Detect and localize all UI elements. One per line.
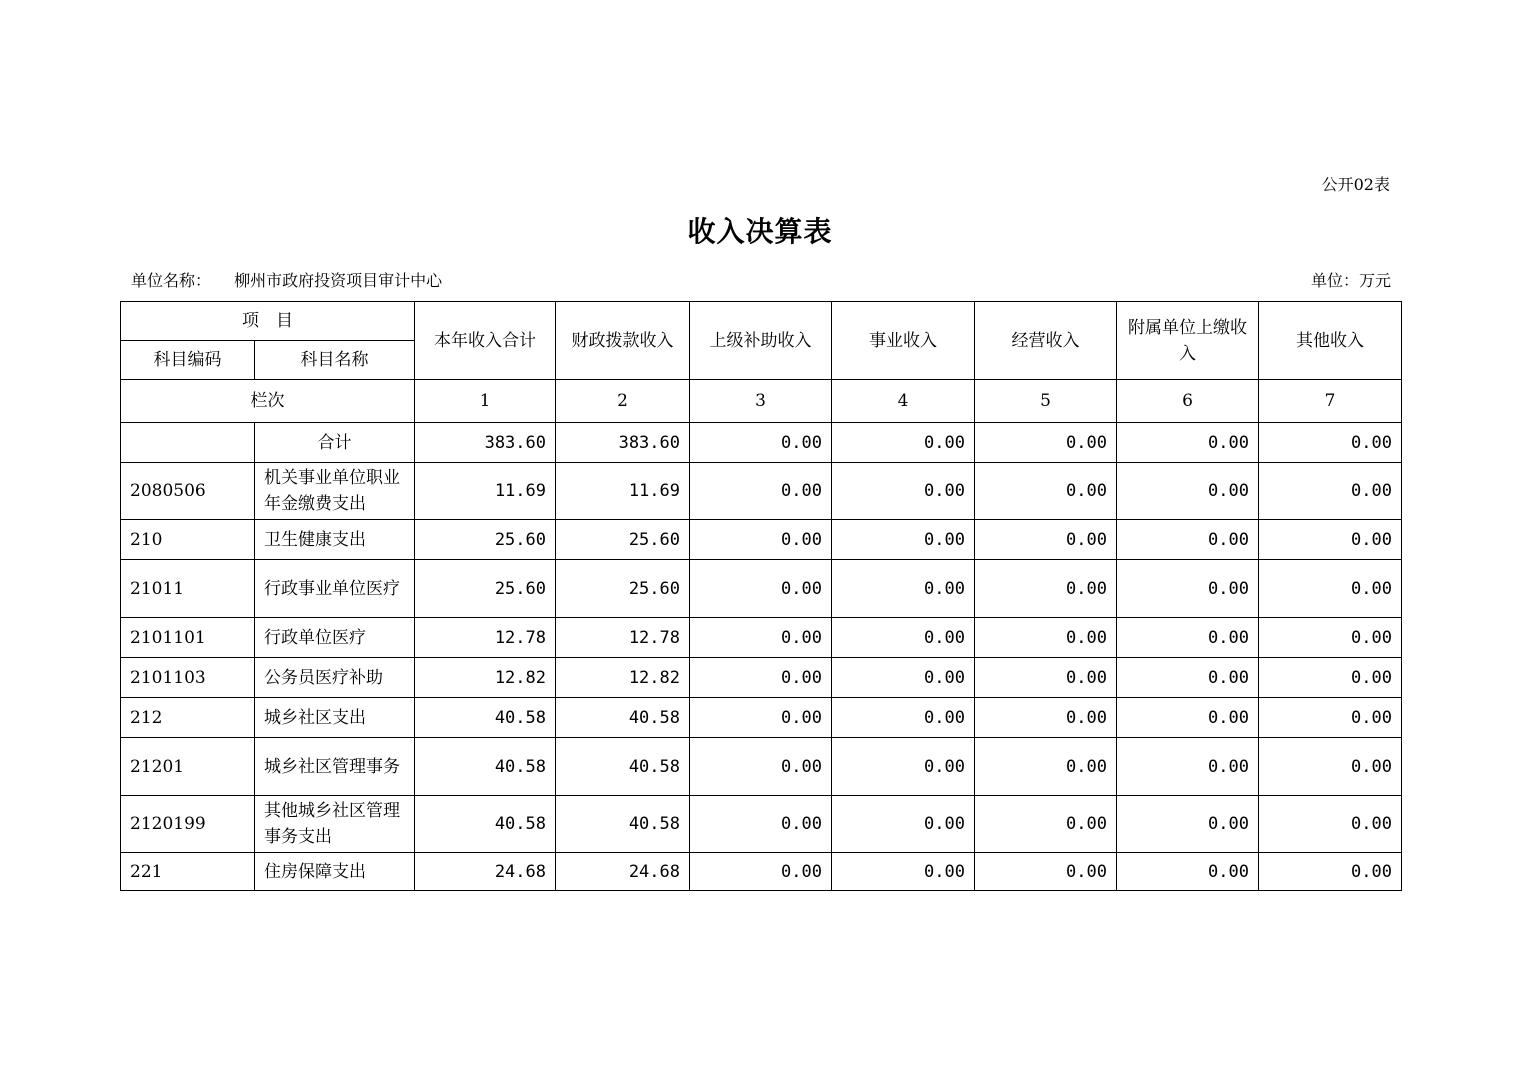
value-cell: 0.00 bbox=[690, 560, 832, 618]
total-label: 合计 bbox=[255, 423, 415, 463]
total-value: 383.60 bbox=[415, 423, 556, 463]
table-row bbox=[121, 698, 1402, 738]
header-col-4: 事业收入 bbox=[832, 302, 975, 380]
subject-name: 公务员医疗补助 bbox=[255, 658, 415, 698]
value-cell: 12.78 bbox=[415, 618, 556, 658]
value-cell: 0.00 bbox=[690, 618, 832, 658]
header-item: 项 目 bbox=[121, 302, 415, 341]
value-cell: 0.00 bbox=[1259, 658, 1402, 698]
value-cell: 0.00 bbox=[975, 520, 1117, 560]
unit-name-label: 单位名称： bbox=[131, 271, 212, 290]
value-cell: 24.68 bbox=[556, 853, 690, 891]
subject-code: 210 bbox=[121, 520, 255, 560]
value-cell: 0.00 bbox=[975, 738, 1117, 796]
value-cell: 0.00 bbox=[832, 560, 975, 618]
subject-code: 21201 bbox=[121, 738, 255, 796]
value-cell: 0.00 bbox=[1259, 738, 1402, 796]
subject-name: 其他城乡社区管理事务支出 bbox=[255, 796, 415, 853]
value-cell: 0.00 bbox=[1117, 738, 1259, 796]
value-cell: 0.00 bbox=[1259, 618, 1402, 658]
subject-name: 行政事业单位医疗 bbox=[255, 560, 415, 618]
table-row bbox=[121, 658, 1402, 698]
column-number: 2 bbox=[556, 380, 690, 423]
value-cell: 0.00 bbox=[1117, 520, 1259, 560]
value-cell: 11.69 bbox=[556, 463, 690, 520]
value-cell: 0.00 bbox=[1117, 853, 1259, 891]
total-value: 383.60 bbox=[556, 423, 690, 463]
header-subject-code: 科目编码 bbox=[121, 341, 255, 380]
subject-name: 城乡社区管理事务 bbox=[255, 738, 415, 796]
value-cell: 25.60 bbox=[556, 560, 690, 618]
value-cell: 0.00 bbox=[975, 853, 1117, 891]
value-cell: 0.00 bbox=[1117, 560, 1259, 618]
value-cell: 25.60 bbox=[415, 520, 556, 560]
total-code-cell bbox=[121, 423, 255, 463]
header-col-6: 附属单位上缴收入 bbox=[1117, 302, 1259, 380]
table-row bbox=[121, 796, 1402, 853]
column-number: 6 bbox=[1117, 380, 1259, 423]
value-cell: 0.00 bbox=[832, 738, 975, 796]
value-cell: 0.00 bbox=[1117, 618, 1259, 658]
value-cell: 40.58 bbox=[415, 738, 556, 796]
column-number: 3 bbox=[690, 380, 832, 423]
value-cell: 12.78 bbox=[556, 618, 690, 658]
column-number: 7 bbox=[1259, 380, 1402, 423]
value-cell: 0.00 bbox=[1117, 796, 1259, 853]
subject-name: 住房保障支出 bbox=[255, 853, 415, 891]
value-cell: 12.82 bbox=[556, 658, 690, 698]
subject-code: 2101103 bbox=[121, 658, 255, 698]
subject-code: 221 bbox=[121, 853, 255, 891]
value-cell: 0.00 bbox=[690, 698, 832, 738]
subject-name: 行政单位医疗 bbox=[255, 618, 415, 658]
table-row bbox=[121, 738, 1402, 796]
unit-name: 柳州市政府投资项目审计中心 bbox=[234, 271, 443, 290]
table-row bbox=[121, 853, 1402, 891]
subject-code: 2101101 bbox=[121, 618, 255, 658]
document-title: 收入决算表 bbox=[687, 215, 833, 248]
value-cell: 0.00 bbox=[1259, 698, 1402, 738]
table-row bbox=[121, 463, 1402, 520]
value-cell: 0.00 bbox=[690, 463, 832, 520]
value-cell: 24.68 bbox=[415, 853, 556, 891]
value-cell: 0.00 bbox=[690, 520, 832, 560]
value-cell: 0.00 bbox=[975, 796, 1117, 853]
value-cell: 0.00 bbox=[975, 658, 1117, 698]
subject-name: 卫生健康支出 bbox=[255, 520, 415, 560]
value-cell: 0.00 bbox=[1117, 658, 1259, 698]
value-cell: 0.00 bbox=[975, 463, 1117, 520]
header-col-2: 财政拨款收入 bbox=[556, 302, 690, 380]
total-value: 0.00 bbox=[1117, 423, 1259, 463]
value-cell: 25.60 bbox=[415, 560, 556, 618]
value-cell: 0.00 bbox=[690, 738, 832, 796]
value-cell: 0.00 bbox=[832, 520, 975, 560]
table-head bbox=[121, 302, 1402, 423]
value-cell: 0.00 bbox=[1259, 560, 1402, 618]
total-value: 0.00 bbox=[1259, 423, 1402, 463]
unit-name-block bbox=[131, 268, 442, 291]
header-col-3: 上级补助收入 bbox=[690, 302, 832, 380]
subject-name: 城乡社区支出 bbox=[255, 698, 415, 738]
header-col-7: 其他收入 bbox=[1259, 302, 1402, 380]
value-cell: 0.00 bbox=[690, 796, 832, 853]
value-cell: 0.00 bbox=[975, 618, 1117, 658]
value-cell: 0.00 bbox=[975, 698, 1117, 738]
value-cell: 0.00 bbox=[1259, 796, 1402, 853]
form-number: 公开02表 bbox=[1321, 175, 1390, 194]
table-row bbox=[121, 520, 1402, 560]
value-cell: 0.00 bbox=[690, 658, 832, 698]
value-cell: 12.82 bbox=[415, 658, 556, 698]
value-cell: 40.58 bbox=[556, 698, 690, 738]
value-cell: 0.00 bbox=[1259, 520, 1402, 560]
table-body bbox=[121, 423, 1402, 891]
value-cell: 0.00 bbox=[1259, 463, 1402, 520]
value-cell: 0.00 bbox=[832, 618, 975, 658]
value-cell: 40.58 bbox=[415, 796, 556, 853]
value-cell: 0.00 bbox=[1117, 463, 1259, 520]
value-cell: 0.00 bbox=[1259, 853, 1402, 891]
header-col-5: 经营收入 bbox=[975, 302, 1117, 380]
value-cell: 40.58 bbox=[556, 796, 690, 853]
value-cell: 40.58 bbox=[415, 698, 556, 738]
value-cell: 40.58 bbox=[556, 738, 690, 796]
value-cell: 0.00 bbox=[1117, 698, 1259, 738]
value-cell: 11.69 bbox=[415, 463, 556, 520]
header-row-1 bbox=[121, 302, 1402, 341]
currency-unit: 单位：万元 bbox=[1310, 271, 1391, 290]
header-col-1: 本年收入合计 bbox=[415, 302, 556, 380]
subject-name: 机关事业单位职业年金缴费支出 bbox=[255, 463, 415, 520]
value-cell: 0.00 bbox=[832, 853, 975, 891]
total-value: 0.00 bbox=[690, 423, 832, 463]
total-row bbox=[121, 423, 1402, 463]
income-table bbox=[120, 301, 1402, 891]
column-number-row bbox=[121, 380, 1402, 423]
value-cell: 0.00 bbox=[832, 463, 975, 520]
column-number: 5 bbox=[975, 380, 1117, 423]
value-cell: 0.00 bbox=[832, 658, 975, 698]
subject-code: 21011 bbox=[121, 560, 255, 618]
header-subject-name: 科目名称 bbox=[255, 341, 415, 380]
column-number: 1 bbox=[415, 380, 556, 423]
total-value: 0.00 bbox=[832, 423, 975, 463]
value-cell: 0.00 bbox=[690, 853, 832, 891]
table-row bbox=[121, 618, 1402, 658]
value-cell: 25.60 bbox=[556, 520, 690, 560]
value-cell: 0.00 bbox=[975, 560, 1117, 618]
subject-code: 212 bbox=[121, 698, 255, 738]
subject-code: 2120199 bbox=[121, 796, 255, 853]
column-number: 4 bbox=[832, 380, 975, 423]
column-line-label: 栏次 bbox=[121, 380, 415, 423]
table-row bbox=[121, 560, 1402, 618]
subject-code: 2080506 bbox=[121, 463, 255, 520]
value-cell: 0.00 bbox=[832, 698, 975, 738]
total-value: 0.00 bbox=[975, 423, 1117, 463]
value-cell: 0.00 bbox=[832, 796, 975, 853]
